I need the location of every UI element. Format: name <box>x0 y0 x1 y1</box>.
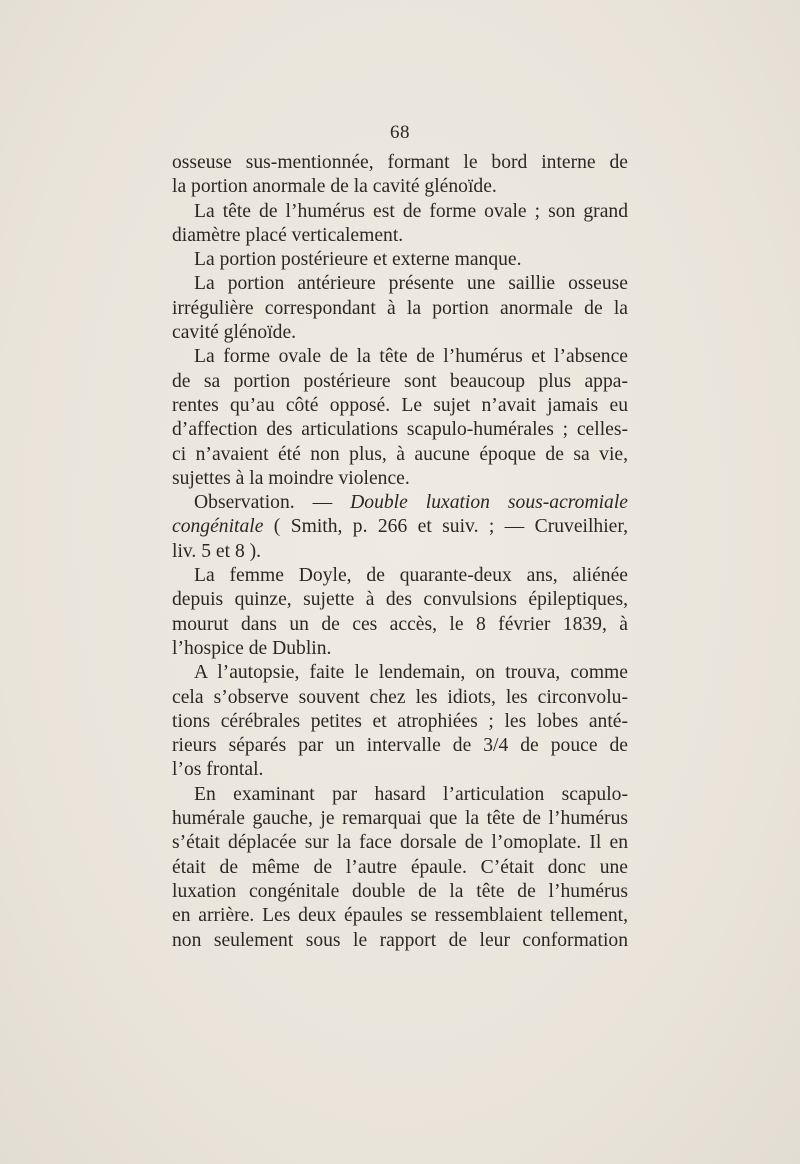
text-line <box>172 151 628 175</box>
text-line <box>172 297 628 321</box>
text-line <box>172 588 628 612</box>
text-line <box>172 686 628 710</box>
text-line <box>172 856 628 880</box>
line-text: rieurs séparés par un intervalle de 3/4 de pouce de <box>172 735 628 757</box>
text-line <box>172 613 628 637</box>
text-line <box>172 710 628 734</box>
line-text: La portion antérieure présente une saillie osseuse <box>194 273 628 295</box>
line-text: rentes qu’au côté opposé. Le sujet n’avait jamais eu <box>172 394 628 416</box>
line-text: était de même de l’autre épaule. C’était donc une <box>172 856 628 878</box>
text-line <box>172 831 628 855</box>
body-text <box>172 151 628 953</box>
text-line <box>172 394 628 418</box>
text-line <box>172 370 628 394</box>
text-line <box>172 929 628 953</box>
text-line <box>172 418 628 442</box>
italic-text: congénitale <box>172 516 264 538</box>
line-text: osseuse sus-mentionnée, formant le bord interne de <box>172 152 628 173</box>
line-text: de sa portion postérieure sont beaucoup plus appa- <box>172 370 628 392</box>
line-text: en arrière. Les deux épaules se ressemblaient tellement, <box>172 905 628 927</box>
line-text: sujettes à la moindre violence. <box>172 467 410 489</box>
line-text: mourut dans un de ces accès, le 8 février 1839, à <box>172 613 628 635</box>
text-line <box>172 443 628 467</box>
text-line <box>172 661 628 685</box>
line-text: La forme ovale de la tête de l’humérus et l’absence <box>194 346 628 368</box>
line-text: A l’autopsie, faite le lendemain, on trouva, comme <box>194 662 628 684</box>
line-text: l’hospice de Dublin. <box>172 637 332 659</box>
text-line <box>172 175 628 199</box>
italic-text: Double luxation sous-acromiale <box>350 492 628 514</box>
text-line <box>172 564 628 588</box>
line-text: l’os frontal. <box>172 759 264 781</box>
line-text: irrégulière correspondant à la portion anormale de la <box>172 297 628 319</box>
line-text: d’affection des articulations scapulo-humérales ; celles- <box>172 419 628 441</box>
text-line <box>172 491 628 515</box>
text-line <box>172 248 628 272</box>
line-text: La portion postérieure et externe manque. <box>194 249 522 271</box>
line-text: diamètre placé verticalement. <box>172 224 404 246</box>
text-line <box>172 904 628 928</box>
text-line <box>172 224 628 248</box>
line-text: humérale gauche, je remarquai que la tête de l’humérus <box>172 808 628 830</box>
line-text: s’était déplacée sur la face dorsale de l’omoplate. Il en <box>172 832 628 854</box>
text-line <box>172 540 628 564</box>
text-line <box>172 345 628 369</box>
text-line <box>172 758 628 782</box>
line-text: depuis quinze, sujette à des convulsions épileptiques, <box>172 589 628 611</box>
line-text: non seulement sous le rapport de leur conformation <box>172 929 628 951</box>
text-line <box>172 200 628 224</box>
line-text: Observation. — <box>194 492 351 514</box>
line-text: luxation congénitale double de la tête de l’humérus <box>172 880 628 902</box>
line-text: ( Smith, p. 266 et suiv. ; — Cruveilhier, <box>263 516 628 538</box>
line-text: En examinant par hasard l’articulation scapulo- <box>194 783 628 805</box>
line-text: ci n’avaient été non plus, à aucune époque de sa vie, <box>172 443 628 465</box>
text-line <box>172 272 628 296</box>
text-line <box>172 807 628 831</box>
line-text: tions cérébrales petites et atrophiées ; les lobes anté- <box>172 710 628 732</box>
line-text: cavité glénoïde. <box>172 322 297 344</box>
line-text: La tête de l’humérus est de forme ovale ; son grand <box>194 200 628 222</box>
line-text: cela s’observe souvent chez les idiots, les circonvolu- <box>172 686 628 708</box>
text-line <box>172 321 628 345</box>
text-line <box>172 734 628 758</box>
text-line <box>172 637 628 661</box>
line-text: La femme Doyle, de quarante-deux ans, aliénée <box>194 565 628 587</box>
text-line <box>172 515 628 539</box>
text-line <box>172 880 628 904</box>
text-line <box>172 783 628 807</box>
line-text: liv. 5 et 8 ). <box>172 540 262 562</box>
page-number: 68 <box>390 122 410 143</box>
text-line <box>172 467 628 491</box>
line-text: la portion anormale de la cavité glénoïde. <box>172 176 497 198</box>
